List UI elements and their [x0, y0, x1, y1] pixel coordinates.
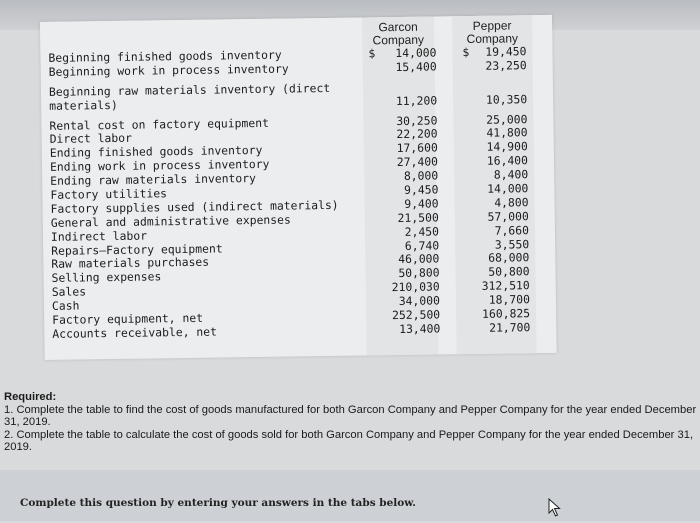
data-table: [40, 15, 557, 360]
pepper-value: 41,800: [486, 125, 528, 141]
pepper-value: 7,660: [494, 222, 530, 238]
pepper-value: 57,000: [487, 209, 529, 224]
garcon-value: 252,500: [392, 307, 441, 323]
table-rows: [48, 45, 552, 342]
garcon-value: 14,000: [395, 45, 437, 61]
garcon-value: 46,000: [398, 251, 440, 267]
garcon-value: 27,400: [396, 154, 439, 170]
pepper-value: 312,510: [481, 278, 530, 294]
row-label: Accounts receivable, net: [52, 324, 218, 341]
garcon-value: 9,400: [404, 196, 439, 211]
garcon-value: 8,000: [403, 168, 439, 184]
instructions: [4, 391, 698, 454]
garcon-value: 210,030: [391, 279, 440, 295]
garcon-dollar-sign: $: [368, 46, 376, 61]
garcon-value: 6,740: [404, 238, 440, 253]
pepper-header-line1: Pepper: [472, 18, 512, 33]
pepper-value: 14,900: [486, 139, 528, 155]
row-label: Repairs—Factory equipment: [51, 241, 223, 258]
garcon-value: 11,200: [395, 93, 438, 108]
pepper-value: 18,700: [488, 292, 531, 307]
pepper-value: 160,825: [482, 306, 531, 321]
row-label: Rental cost on factory equipment: [49, 115, 269, 133]
garcon-value: 13,400: [399, 321, 441, 336]
garcon-value: 34,000: [398, 293, 441, 309]
pepper-value: 4,800: [494, 195, 529, 210]
garcon-value: 30,250: [396, 113, 438, 128]
pepper-header-line2: Company: [466, 31, 519, 47]
pepper-value: 21,700: [489, 320, 531, 335]
pepper-value: 3,550: [494, 236, 530, 252]
garcon-value: 15,400: [395, 59, 437, 74]
garcon-value: 2,450: [404, 224, 440, 239]
row-label: Direct labor: [49, 131, 133, 147]
mouse-pointer-icon: [548, 498, 562, 523]
pepper-company-header: [452, 19, 532, 46]
instruction-item-2: 2. Complete the table to calculate the cost of goods sold for both Garcon Company and Pepper Company for the year ended December 31, 2019.: [4, 428, 694, 453]
pepper-value: 16,400: [486, 153, 529, 169]
pepper-value: 19,450: [485, 44, 527, 59]
required-heading: Required:: [4, 391, 57, 403]
garcon-value: 17,600: [396, 140, 438, 156]
row-label: Cash: [51, 298, 80, 314]
row-label: Beginning work in process inventory: [48, 61, 289, 79]
pepper-value: 10,350: [485, 91, 528, 107]
row-label: Factory utilities: [50, 186, 168, 202]
complete-question-note: Complete this question by entering your answers in the tabs below.: [20, 497, 416, 509]
instruction-item-1: 1. Complete the table to find the cost of goods manufactured for both Garcon Company and Pepper Company for the year ended December 31, 2019.: [4, 403, 697, 428]
row-label: Ending finished goods inventory: [49, 143, 263, 161]
row-label: Beginning raw materials inventory (direct materials): [48, 80, 331, 113]
row-label: Beginning finished goods inventory: [48, 47, 282, 65]
pepper-dollar-sign: $: [462, 45, 470, 60]
pepper-value: 23,250: [485, 58, 527, 73]
row-label: Factory equipment, net: [52, 310, 204, 327]
pepper-value: 68,000: [488, 250, 530, 266]
question-footer-bar: [0, 470, 700, 521]
garcon-value: 50,800: [398, 265, 440, 281]
row-label: Ending raw materials inventory: [50, 171, 257, 189]
row-label: Sales: [51, 284, 87, 300]
pepper-value: 50,800: [488, 264, 530, 280]
garcon-company-header: [362, 20, 434, 47]
row-label: General and administrative expenses: [50, 212, 291, 230]
garcon-header-line2: Company: [372, 32, 425, 48]
garcon-value: 9,450: [403, 182, 439, 197]
row-label: Ending work in process inventory: [49, 157, 270, 175]
row-label: Indirect labor: [50, 228, 148, 244]
pepper-value: 14,000: [487, 181, 529, 196]
row-label: Selling expenses: [51, 269, 162, 286]
garcon-value: 21,500: [397, 210, 439, 225]
pepper-value: 8,400: [493, 167, 529, 182]
garcon-value: 22,200: [396, 126, 438, 142]
garcon-header-line1: Garcon: [378, 19, 418, 35]
row-label: Raw materials purchases: [51, 255, 210, 272]
row-label: Factory supplies used (indirect materials): [50, 197, 339, 216]
pepper-value: 25,000: [486, 111, 528, 127]
